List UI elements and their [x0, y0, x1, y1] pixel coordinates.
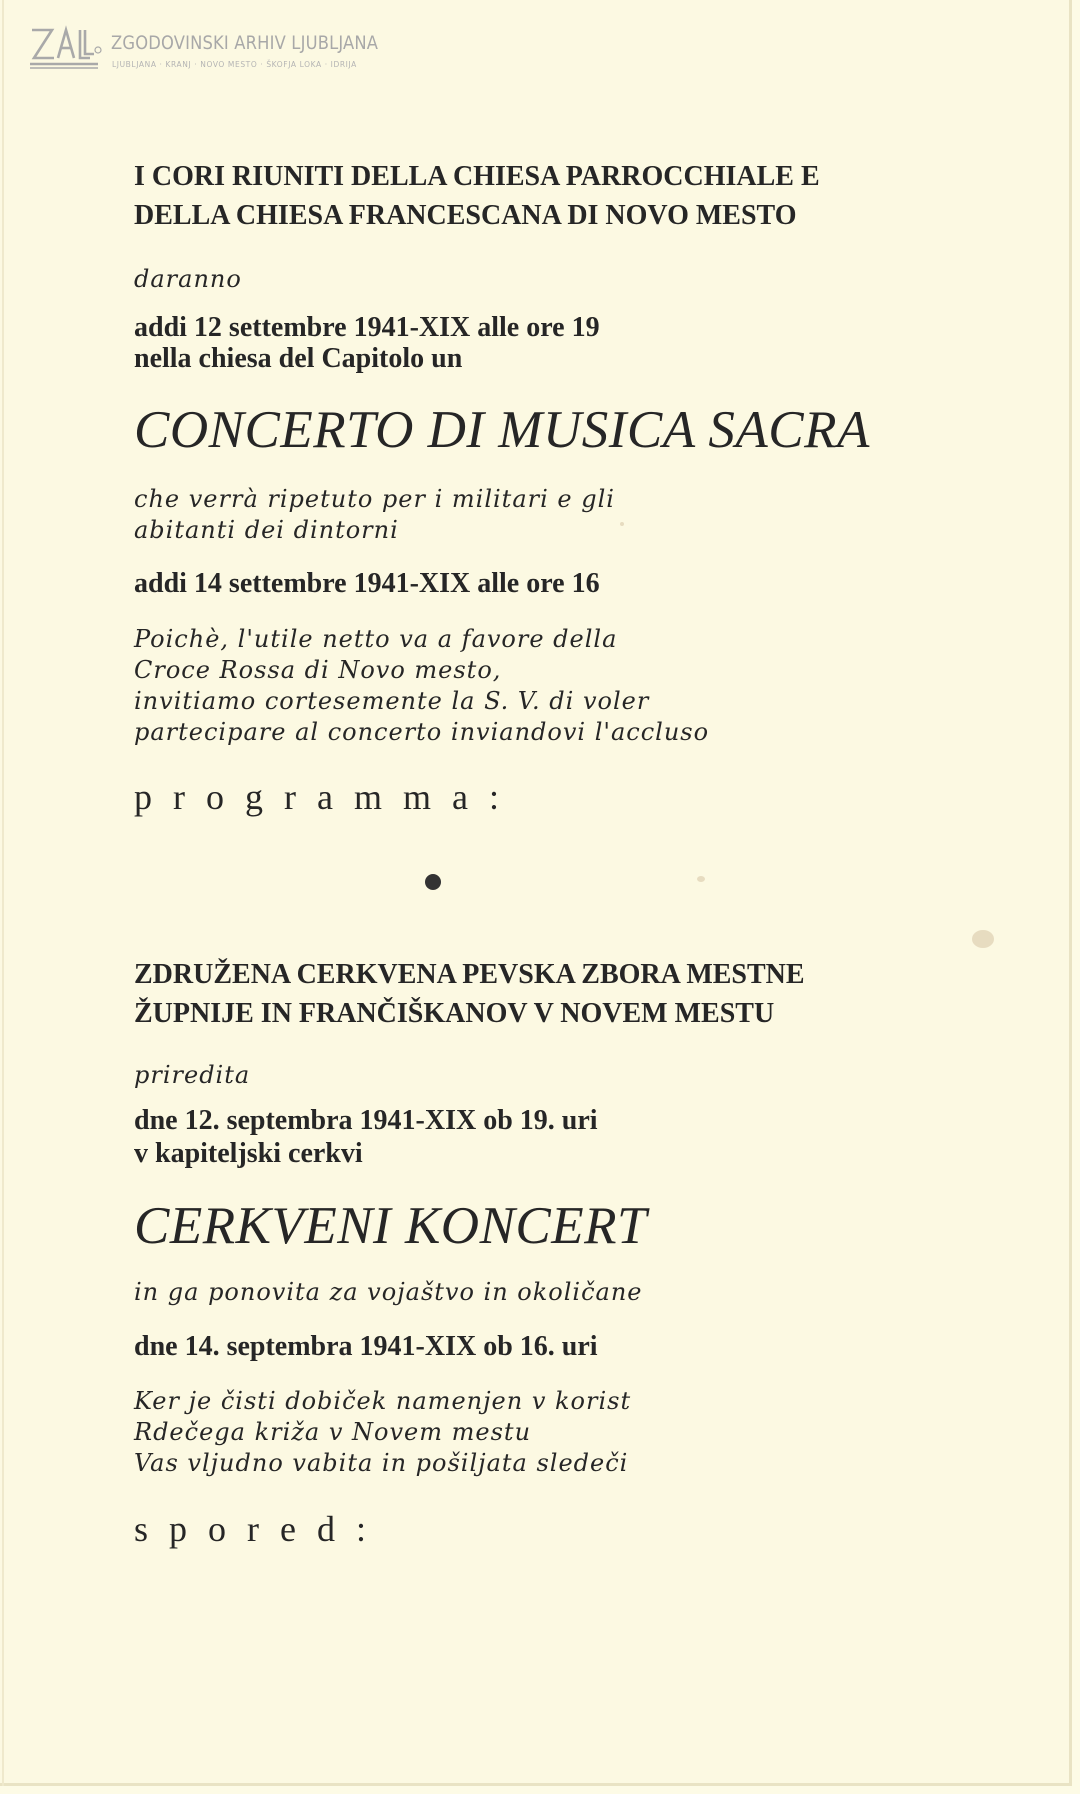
italian-daranno: daranno	[134, 265, 242, 293]
archive-logo-icon	[28, 20, 102, 70]
slovene-invite-line1: Ker je čisti dobiček namenjen v korist	[134, 1387, 632, 1415]
page-edge	[2, 0, 4, 1786]
slovene-date-line2: v kapiteljski cerkvi	[134, 1138, 363, 1169]
slovene-spored: spored:	[134, 1509, 387, 1549]
italian-date-line1: addi 12 settembre 1941-XIX alle ore 19	[134, 312, 600, 343]
paper-stain	[972, 930, 994, 948]
archive-locations: LJUBLJANA · KRANJ · NOVO MESTO · ŠKOFJA LOKA · IDRIJA	[112, 60, 357, 69]
italian-heading-line2: DELLA CHIESA FRANCESCANA DI NOVO MESTO	[134, 200, 797, 231]
ornament-dot-icon	[425, 874, 441, 890]
italian-heading-line1: I CORI RIUNITI DELLA CHIESA PARROCCHIALE E	[134, 161, 820, 192]
slovene-heading-line1: ZDRUŽENA CERKVENA PEVSKA ZBORA MESTNE	[134, 959, 805, 990]
slovene-date-line1: dne 12. septembra 1941-XIX ob 19. uri	[134, 1105, 598, 1136]
slovene-invite-line2: Rdečega križa v Novem mestu	[134, 1418, 532, 1446]
paper-stain	[697, 876, 705, 882]
italian-invite-line4: partecipare al concerto inviandovi l'accluso	[134, 718, 710, 746]
italian-invite-line2: Croce Rossa di Novo mesto,	[134, 656, 502, 684]
italian-invite-line1: Poichè, l'utile netto va a favore della	[134, 625, 618, 653]
italian-invite-line3: invitiamo cortesemente la S. V. di voler	[134, 687, 650, 715]
slovene-concert-title: CERKVENI KONCERT	[134, 1197, 648, 1255]
italian-programma: programma:	[134, 777, 520, 817]
italian-date2: addi 14 settembre 1941-XIX alle ore 16	[134, 568, 600, 599]
slovene-heading-line2: ŽUPNIJE IN FRANČIŠKANOV V NOVEM MESTU	[134, 998, 775, 1029]
paper-stain	[620, 522, 624, 526]
slovene-date2: dne 14. septembra 1941-XIX ob 16. uri	[134, 1331, 598, 1362]
italian-date-line2: nella chiesa del Capitolo un	[134, 343, 463, 374]
italian-repeat-line1: che verrà ripetuto per i militari e gli	[134, 485, 615, 513]
slovene-priredita: priredita	[134, 1061, 251, 1089]
slovene-invite-line3: Vas vljudno vabita in pošiljata sledeči	[134, 1449, 629, 1477]
archive-name: ZGODOVINSKI ARHIV LJUBLJANA	[111, 32, 379, 54]
slovene-repeat-line: in ga ponovita za vojaštvo in okoličane	[134, 1278, 643, 1306]
italian-concert-title: CONCERTO DI MUSICA SACRA	[134, 401, 870, 459]
italian-repeat-line2: abitanti dei dintorni	[134, 516, 399, 544]
